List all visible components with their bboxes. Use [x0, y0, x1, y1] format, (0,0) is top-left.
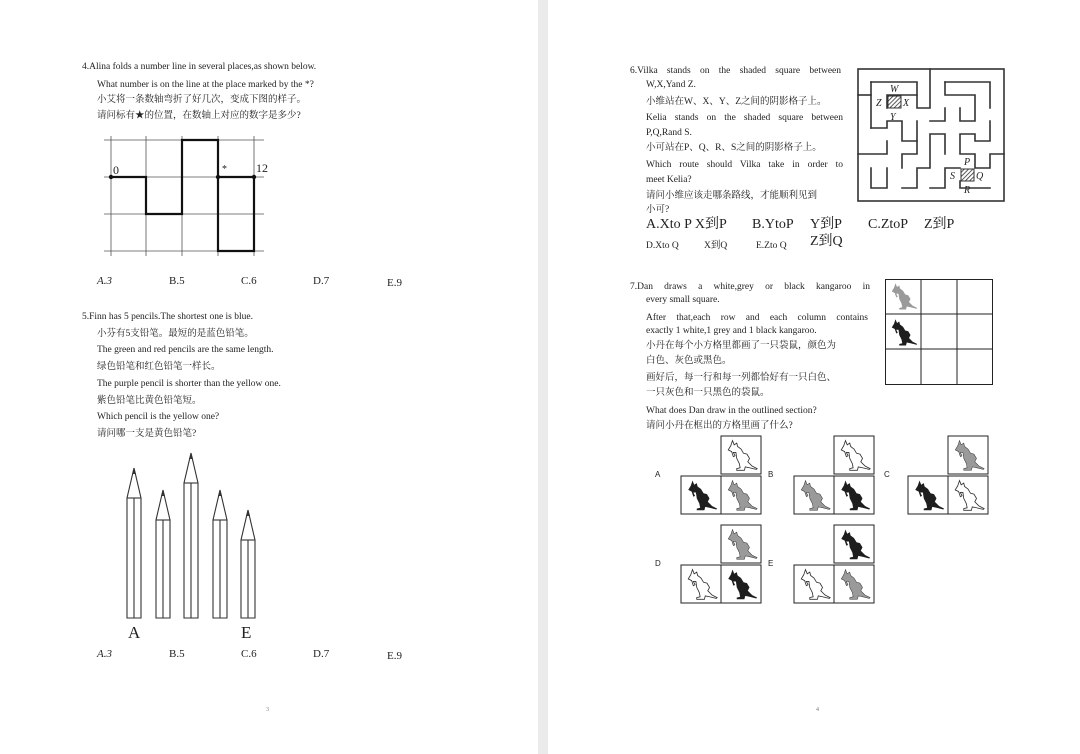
q4-option-c: C.6	[241, 275, 257, 287]
q5-line-6: Which pencil is the yellow one?	[97, 412, 220, 422]
q6-line-6: 小可站在P、Q、R、S之间的阴影格子上。	[646, 143, 822, 153]
q4-title: 4.Alina folds a number line in several places,as shown below.	[82, 62, 317, 72]
pencil-label-a: A	[128, 623, 141, 642]
q7-choice-e-label: E	[768, 559, 774, 568]
maze-label-y: Y	[890, 112, 896, 123]
left-page	[0, 0, 538, 754]
q7-line-9: What does Dan draw in the outlined section?	[646, 406, 817, 416]
q7-choice-a-figure	[679, 436, 763, 516]
q5-option-e: E.9	[387, 650, 402, 662]
q5-line-7: 请问哪一支是黄色铅笔?	[97, 429, 197, 439]
q6-option-c-cn: Z到P	[924, 217, 955, 232]
number-line-end-label: 12	[256, 161, 268, 175]
q4-option-a: A.3	[97, 275, 112, 287]
q4-question-en: What number is on the line at the place marked by the *?	[97, 80, 314, 90]
q5-line-1: 小芬有5支铅笔。最短的是蓝色铅笔。	[97, 329, 254, 339]
maze-label-r: R	[964, 185, 971, 196]
q6-line-7: Which route should Vilka take in order to	[646, 160, 843, 170]
q7-choice-c-figure	[906, 436, 990, 516]
q7-choice-c-label: C	[884, 470, 890, 479]
right-page	[548, 0, 1080, 754]
q7-line-6: 白色、灰色或黑色。	[646, 356, 732, 366]
kangaroo-grid-figure	[885, 279, 993, 385]
q6-option-d: D.Xto Q	[646, 241, 679, 251]
q5-option-d: D.7	[313, 648, 330, 660]
maze-label-q: Q	[976, 171, 984, 182]
q6-line-9: 请问小维应该走哪条路线，才能顺利见到	[646, 191, 818, 201]
q6-option-e: E.Zto Q	[756, 241, 787, 251]
page-number: 3	[266, 707, 269, 713]
q6-line-3: 小维站在W、X、Y、Z之间的阴影格子上。	[646, 97, 827, 107]
q7-line-8: 一只灰色和一只黑色的袋鼠。	[646, 388, 770, 398]
maze-label-s: S	[950, 171, 955, 182]
q7-choice-a-label: A	[655, 470, 661, 479]
q7-line-1: 7.Dan draws a white,grey or black kangaroo in	[630, 282, 870, 292]
q4-option-d: D.7	[313, 275, 330, 287]
q6-option-a: A.Xto P X到P	[646, 217, 727, 232]
q7-choice-b-label: B	[768, 470, 774, 479]
q6-option-e-cn: Z到Q	[810, 234, 843, 249]
q5-line-3: 绿色铅笔和红色铅笔一样长。	[97, 362, 221, 372]
q4-question-cn: 小艾将一条数轴弯折了好几次，变成下图的样子。	[97, 95, 307, 105]
star-marker: *	[222, 164, 227, 175]
q6-option-b-cn: Y到P	[810, 217, 842, 232]
q7-line-2: every small square.	[646, 295, 720, 305]
q7-choice-d-figure	[679, 525, 763, 605]
q5-line-5: 紫色铅笔比黄色铅笔短。	[97, 396, 202, 406]
page-number: 4	[816, 707, 819, 713]
q6-line-10: 小可?	[646, 205, 670, 215]
q7-choice-e-figure	[792, 525, 876, 605]
q7-choice-b-figure	[792, 436, 876, 516]
q7-line-4: exactly 1 white,1 grey and 1 black kangaroo.	[646, 326, 817, 336]
q5-option-b: B.5	[169, 648, 185, 660]
q5-option-c: C.6	[241, 648, 257, 660]
q4-option-e: E.9	[387, 277, 402, 289]
q6-line-2: W,X,Yand Z.	[646, 80, 696, 90]
maze-label-x: X	[903, 98, 910, 109]
q6-line-4: Kelia stands on the shaded square between	[646, 113, 843, 123]
maze-label-z: Z	[876, 98, 882, 109]
maze-label-p: P	[964, 157, 971, 168]
q5-title: 5.Finn has 5 pencils.The shortest one is blue.	[82, 312, 253, 322]
q5-line-2: The green and red pencils are the same length.	[97, 345, 274, 355]
maze-label-w: W	[890, 84, 899, 95]
q7-line-3: After that,each row and each column contains	[646, 313, 868, 323]
q6-line-8: meet Kelia?	[646, 175, 692, 185]
q7-choice-d-label: D	[655, 559, 661, 568]
q6-line-5: P,Q,Rand S.	[646, 128, 692, 138]
q7-line-5: 小丹在每个小方格里都画了一只袋鼠，颜色为	[646, 341, 837, 351]
q7-line-10: 请问小丹在框出的方格里画了什么?	[646, 421, 793, 431]
q5-line-4: The purple pencil is shorter than the yellow one.	[97, 379, 281, 389]
pencil-label-e: E	[241, 623, 252, 642]
folded-number-line-figure	[98, 132, 278, 262]
number-line-start-label: 0	[113, 163, 119, 177]
q4-question-cn2: 请问标有★的位置，在数轴上对应的数字是多少?	[97, 111, 301, 121]
q5-option-a: A.3	[97, 648, 112, 660]
q7-line-7: 画好后，每一行和每一列都恰好有一只白色、	[646, 373, 837, 383]
q6-option-d-cn: X到Q	[704, 241, 728, 251]
q6-line-1: 6.Vilka stands on the shaded square between	[630, 66, 841, 76]
q4-option-b: B.5	[169, 275, 185, 287]
q6-option-b: B.YtoP	[752, 217, 794, 232]
pencils-figure	[120, 448, 270, 623]
q6-option-c: C.ZtoP	[868, 217, 909, 232]
